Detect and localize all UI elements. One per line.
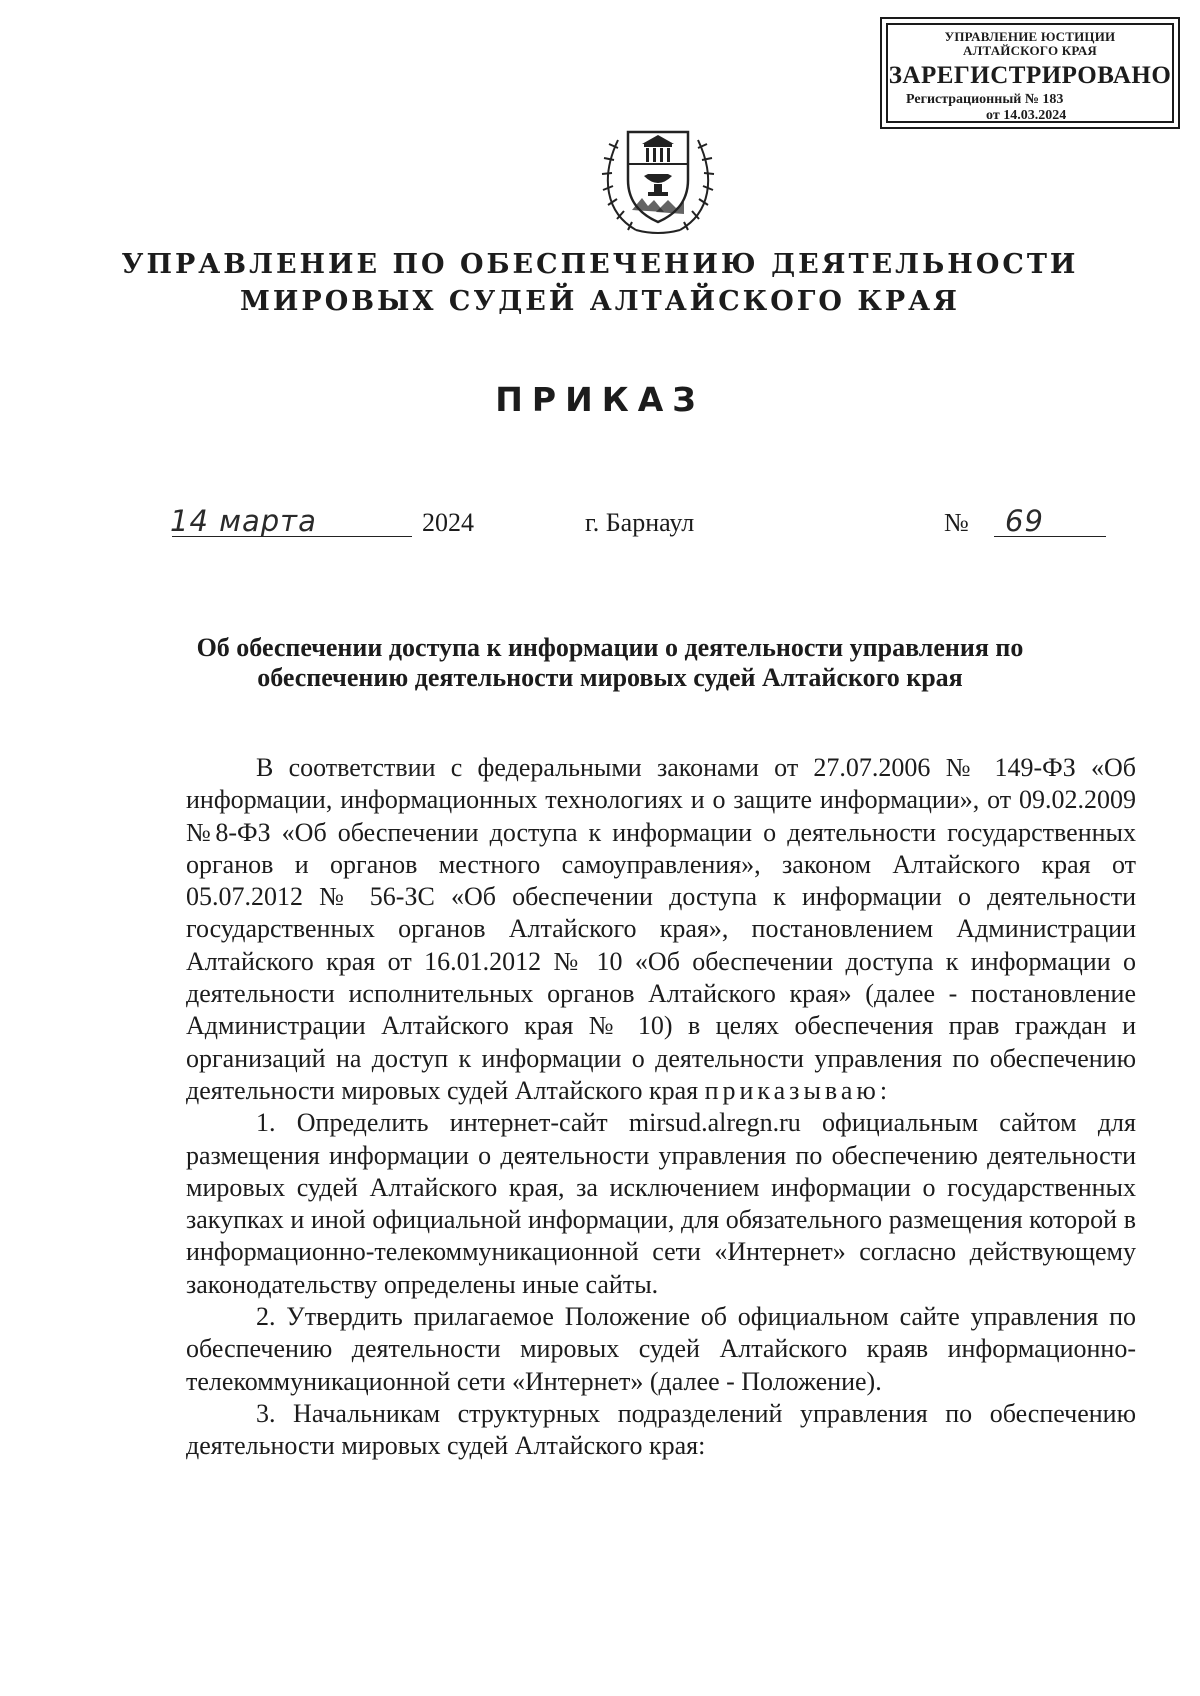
number-underline bbox=[994, 536, 1106, 537]
document-type-title: ПРИКАЗ bbox=[495, 380, 705, 419]
document-city: г. Барнаул bbox=[585, 508, 695, 537]
agency-name-line2: МИРОВЫХ СУДЕЙ АЛТАЙСКОГО КРАЯ bbox=[240, 286, 960, 317]
order-word: приказываю: bbox=[704, 1075, 892, 1105]
document-body bbox=[186, 752, 1136, 1463]
document-details-row bbox=[0, 500, 1200, 550]
document-number-label: № bbox=[944, 508, 969, 537]
date-underline bbox=[172, 536, 412, 537]
document-subject bbox=[130, 633, 1090, 693]
stamp-reg-number: Регистрационный № 183 bbox=[906, 92, 1064, 107]
item-2-paragraph: 2. Утвердить прилагаемое Положение об официальном сайте управления по обеспечению деятельности мировых судей Алтайского краяв информационно-телекоммуникационной сети «Интернет» (далее - Положение). bbox=[186, 1302, 1136, 1396]
item-3-paragraph: 3. Начальникам структурных подразделений управления по обеспечению деятельности мировых судей Алтайского края: bbox=[186, 1398, 1136, 1461]
coat-of-arms-icon bbox=[596, 118, 720, 236]
preamble-paragraph bbox=[186, 752, 1136, 1107]
stamp-department-line2: АЛТАЙСКОГО КРАЯ bbox=[963, 43, 1097, 58]
stamp-inner-frame bbox=[886, 23, 1174, 123]
item-1-paragraph: 1. Определить интернет-сайт mirsud.alregn.ru официальным сайтом для размещения информации о деятельности управления по обеспечению деятельности мировых судей Алтайского края, за исключением информации о государственных закупках и иной официальной информации, для обязательного размещения которой в информационно-телекоммуникационной сети «Интернет» согласно действующему законодательству определены иные сайты. bbox=[186, 1108, 1136, 1299]
agency-name-line1: УПРАВЛЕНИЕ ПО ОБЕСПЕЧЕНИЮ ДЕЯТЕЛЬНОСТИ bbox=[121, 249, 1079, 280]
stamp-status: ЗАРЕГИСТРИРОВАНО bbox=[888, 62, 1172, 89]
preamble-text: В соответствии с федеральными законами от 27.07.2006 № 149-ФЗ «Об информации, информационных технологиях и о защите информации», от 09.02.2009 №8-ФЗ «Об обеспечении доступа к информации о деятельности государственных органов и органов местного самоуправления», законом Алтайского края от 05.07.2012 № 56-ЗС «Об обеспечении доступа к информации о деятельности государственных органов Алтайского края», постановлением Администрации Алтайского края от 16.01.2012 № 10 «Об обеспечении доступа к информации о деятельности исполнительных органов Алтайского края» (далее - постановление Администрации Алтайского края № 10) в целях обеспечения прав граждан и организаций на доступ к информации о деятельности управления по обеспечению деятельности мировых судей Алтайского края bbox=[186, 753, 1136, 1105]
agency-name bbox=[0, 246, 1200, 320]
handwritten-date: 14 марта bbox=[170, 504, 317, 538]
subject-line1: Об обеспечении доступа к информации о деятельности управления по bbox=[196, 633, 1024, 662]
stamp-reg-date: от 14.03.2024 bbox=[986, 108, 1067, 123]
stamp-department bbox=[888, 30, 1172, 58]
registration-stamp bbox=[880, 17, 1180, 129]
handwritten-document-number: 69 bbox=[1005, 504, 1044, 538]
subject-line2: обеспечению деятельности мировых судей Алтайского края bbox=[257, 663, 963, 692]
stamp-department-line1: УПРАВЛЕНИЕ ЮСТИЦИИ bbox=[944, 29, 1116, 44]
document-year: 2024 bbox=[422, 508, 474, 537]
